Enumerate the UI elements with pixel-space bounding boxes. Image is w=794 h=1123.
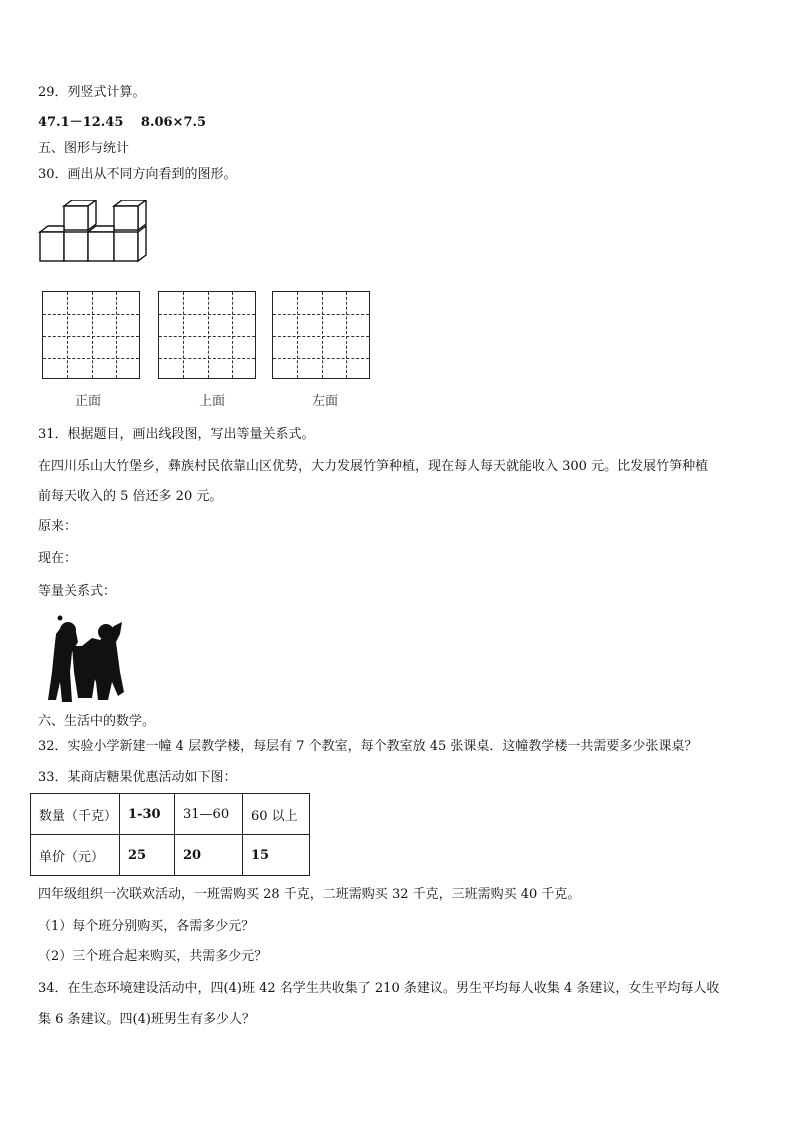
q33-text: 四年级组织一次联欢活动，一班需购买 28 千克，二班需购买 32 千克，三班需购买 40 千克。 (38, 887, 581, 902)
cube-figure (38, 200, 154, 266)
q34-text-line2: 集 6 条建议。四(4)班男生有多少人？ (38, 1012, 255, 1027)
table-cell: 20 (175, 835, 243, 876)
section-6-heading: 六、生活中的数学。 (38, 714, 156, 729)
q31-title: 31．根据题目，画出线段图，写出等量关系式。 (38, 427, 315, 442)
q30-title: 30．画出从不同方向看到的图形。 (38, 167, 237, 182)
q31-text-line1: 在四川乐山大竹堡乡，彝族村民依靠山区优势，大力发展竹笋种植，现在每人每天就能收入 300 元。比发展竹笋种植 (38, 459, 709, 474)
caption-top: 上面 (199, 394, 226, 409)
caption-front: 正面 (75, 394, 102, 409)
price-table (30, 793, 310, 876)
table-cell: 60 以上 (243, 794, 310, 835)
grid-front-view[interactable] (42, 291, 140, 379)
q31-label-equation: 等量关系式： (38, 584, 117, 599)
table-cell: 数量（千克） (31, 794, 120, 835)
grid-top-view[interactable] (158, 291, 256, 379)
q34-text-line1: 34．在生态环境建设活动中，四(4)班 42 名学生共收集了 210 条建议。男生平均每人收集 4 条建议，女生平均每人收 (38, 981, 720, 996)
q29-title: 29．列竖式计算。 (38, 85, 146, 100)
table-cell: 25 (120, 835, 175, 876)
people-silhouette-image (42, 612, 128, 706)
q33-title: 33．某商店糖果优惠活动如下图： (38, 770, 237, 785)
grid-left-view[interactable] (272, 291, 370, 379)
table-row (31, 835, 310, 876)
table-cell: 单价（元） (31, 835, 120, 876)
q29-expressions: 47.1－12.45 8.06×7.5 (38, 115, 207, 130)
q32-text: 32．实验小学新建一幢 4 层教学楼，每层有 7 个教室，每个教室放 45 张课桌．这幢教学楼一共需要多少张课桌？ (38, 739, 698, 754)
q31-label-before: 原来： (38, 519, 78, 534)
q33-sub2: （2）三个班合起来购买，共需多少元？ (38, 949, 268, 964)
table-cell: 15 (243, 835, 310, 876)
caption-left: 左面 (312, 394, 339, 409)
table-cell: 1-30 (120, 794, 175, 835)
q31-text-line2: 前每天收入的 5 倍还多 20 元。 (38, 489, 223, 504)
section-5-heading: 五、图形与统计 (38, 141, 130, 156)
q31-label-now: 现在： (38, 551, 78, 566)
q33-sub1: （1）每个班分别购买，各需多少元？ (38, 919, 255, 934)
table-cell: 31—60 (175, 794, 243, 835)
table-row (31, 794, 310, 835)
